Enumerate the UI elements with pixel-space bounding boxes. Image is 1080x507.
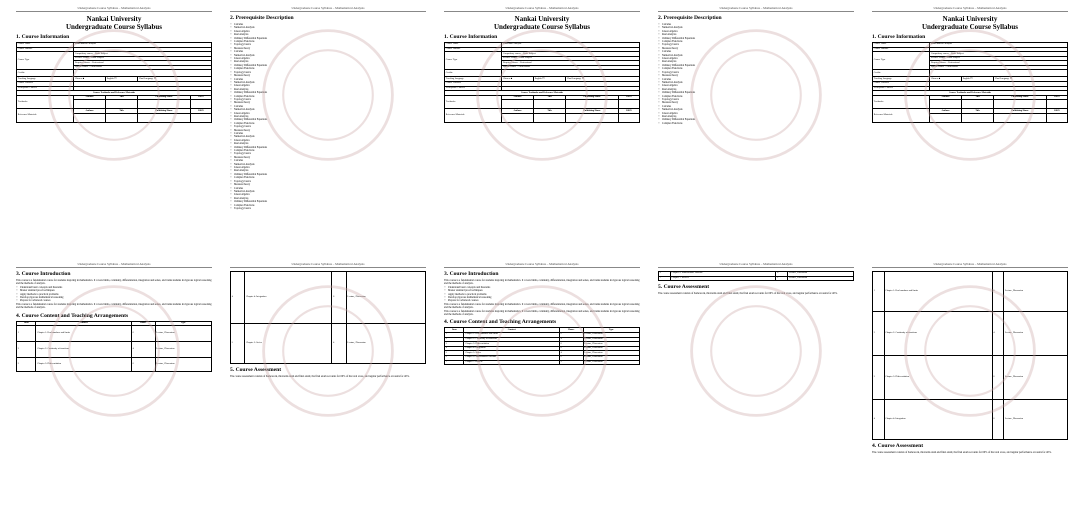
list-item: • Calculus [230,159,426,162]
list-item: • Linear Algebra [230,30,426,33]
list-item: • Complex Functions [230,176,426,179]
list-item: • Calculus [230,105,426,108]
list-item: • Develop rigorous mathematical reasoning [16,296,212,299]
list-item: • Numerical Analysis [230,108,426,111]
page-8 [444,262,640,495]
syllabus-title: Undergraduate Course Syllabus [493,23,591,31]
list-item: • Calculus [658,78,854,81]
section-heading: 1. Course Information [444,34,498,40]
list-item: • Real Analysis [658,60,854,63]
syllabus-title: Undergraduate Course Syllabus [921,23,1019,31]
list-item: • Topology basics [230,43,426,46]
list-item: • Linear Algebra [230,139,426,142]
list-item: • Numerical Analysis [230,190,426,193]
list-item: • Topology basics [230,152,426,155]
list-item: • Complex Functions [658,67,854,70]
list-item: • Calculus [230,187,426,190]
paragraph: The course assessment consists of homework, mid-term exam and final exam; the final exam accounts for 60% of the total score, and regular performance accounts for 40%. [658,292,838,296]
list-item: • Ordinary Differential Equations [658,64,854,67]
page-6 [16,262,212,495]
page-header: Undergraduate Course Syllabus – Mathematical Analysis [230,6,426,12]
list-item: • Topology basics [230,98,426,101]
type-option: Compulsory course – Basic Subject [74,52,212,57]
page-3 [444,6,640,239]
list-item: • Ordinary Differential Equations [658,37,854,40]
page-header: Undergraduate Course Syllabus – Mathematical Analysis [444,6,640,12]
list-item: • Linear Algebra [230,57,426,60]
list-item: • Real Analysis [230,88,426,91]
label-cell: Credits [17,70,74,77]
section-heading: 3. Course Introduction [444,271,499,277]
page-header: Undergraduate Course Syllabus – Mathematical Analysis [16,6,212,12]
list-item: • Prepare for advanced courses [16,299,212,302]
label-cell: Course Number [17,47,74,52]
textbook-heading: Course Textbooks and Reference Materials [17,91,212,96]
list-item: • Linear Algebra [230,193,426,196]
list-item: • Topology basics [230,207,426,210]
page-header: Undergraduate Course Syllabus – Mathematical Analysis [658,6,854,12]
label-cell: Teaching Language [17,77,74,82]
page-10 [872,262,1068,495]
list-item: • Measure theory [230,74,426,77]
list-item: • Measure theory [230,101,426,104]
list-item: • Calculus [658,23,854,26]
list-item: • Understand basic concepts and theorems [16,286,212,289]
page-header: Undergraduate Course Syllabus – Mathematical Analysis [658,262,854,268]
list-item: • Topology basics [658,43,854,46]
list-item: • Prepare for advanced courses [444,299,640,302]
list-item: • Linear Algebra [230,166,426,169]
list-item: • Numerical Analysis [230,26,426,29]
paragraph: This course is a fundamental course for students majoring in mathematics. It covers limits, continuity, differentiation, integration and series, and trains students in rigorous logical reasoning and the methods of analysis. [16,279,212,286]
course-info-table: Course Name Mathematical Analysis Course Number Course Type Compulsory course – Basic Subject Elective course – Basic Subject Required course – Professional Special course – Professional Credits Teaching Language Chinese ■ English ☐ Dual Language ☐ Course Teachers Prerequisite Courses Course Textbooks and Reference Materials Textbooks Authors Title Publishing House ISBN Reference Materials Authors Title Publishing House ISBN [872,42,1068,123]
list-item: • Calculus [230,50,426,53]
list-item: • Measure theory [658,47,854,50]
list-item: • Real Analysis [230,169,426,172]
section-heading: 2. Prerequisite Description [230,15,294,21]
list-item: • Real Analysis [658,88,854,91]
university-seal-watermark [686,281,826,421]
list-item: • Ordinary Differential Equations [230,118,426,121]
list-item: • Understand basic concepts and theorems [444,286,640,289]
list-item: • Complex Functions [230,95,426,98]
list-item: • Complex Functions [230,149,426,152]
list-item: • Calculus [230,132,426,135]
paragraph: This course is a fundamental course for students majoring in mathematics. It covers limits, continuity, differentiation, integration and series, and trains students in rigorous logical reasoning and the methods of analysis. [444,302,640,310]
university-title: Nankai University [942,15,998,23]
list-item: • Real Analysis [230,197,426,200]
list-item: • Topology basics [658,71,854,74]
type-option: Special course – Professional [74,65,212,70]
list-item: • Measure theory [230,156,426,159]
page-header: Undergraduate Course Syllabus – Mathematical Analysis [230,262,426,268]
list-item: • Numerical Analysis [658,54,854,57]
list-item: • Calculus [230,78,426,81]
list-item: • Real Analysis [658,115,854,118]
list-item: • Real Analysis [230,60,426,63]
list-item: • Ordinary Differential Equations [230,91,426,94]
list-item: • Complex Functions [658,95,854,98]
list-item: • Complex Functions [230,67,426,70]
list-item: • Real Analysis [230,115,426,118]
list-item: • Calculus [658,105,854,108]
value-cell: Mathematical Analysis [74,43,212,48]
list-item: • Numerical Analysis [658,108,854,111]
list-item: • Complex Functions [230,122,426,125]
list-item: • Master standard proof techniques [444,289,640,292]
section-heading: 4. Course Assessment [872,443,924,449]
page-5 [872,6,1068,239]
list-item: • Numerical Analysis [230,81,426,84]
list-item: • Calculus [658,50,854,53]
label-cell: Course Name [17,43,74,48]
list-item: • Numerical Analysis [230,163,426,166]
section-heading: 4. Course Content and Teaching Arrangements [16,312,129,319]
page-4 [658,6,854,239]
list-item: • Numerical Analysis [230,135,426,138]
syllabus-title: Undergraduate Course Syllabus [65,23,163,31]
list-item: • Measure theory [658,101,854,104]
list-item: • Topology basics [230,71,426,74]
page-2 [230,6,426,239]
list-item: • Real Analysis [658,33,854,36]
label-cell: Course Teachers [17,82,74,87]
page-7 [230,262,426,495]
section-heading: 5. Course Assessment [230,367,282,373]
page-9 [658,262,854,495]
list-item: • Linear Algebra [658,84,854,87]
list-item: • Real Analysis [230,33,426,36]
section-heading: 2. Prerequisite Description [658,15,722,21]
list-item: • Ordinary Differential Equations [230,200,426,203]
list-item: • Measure theory [658,74,854,77]
paragraph: This course is a fundamental course for students majoring in mathematics. It covers limits, continuity, differentiation, integration and series, and trains students in rigorous logical reasoning and the methods of analysis. [16,302,212,310]
type-option: Required course – Professional [74,61,212,66]
list-item: • Develop rigorous mathematical reasoning [444,296,640,299]
section-heading: 5. Course Assessment [658,284,710,291]
label-cell: Prerequisite Courses [17,86,74,91]
list-item: • Ordinary Differential Equations [658,91,854,94]
list-item: • Linear Algebra [658,57,854,60]
list-item: • Measure theory [230,129,426,132]
list-item: • Ordinary Differential Equations [230,64,426,67]
list-item: • Apply methods to practical problems [16,293,212,296]
list-item: • Complex Functions [658,40,854,43]
university-title: Nankai University [514,15,570,23]
list-item: • Complex Functions [658,122,854,125]
label-cell: Course Type [17,52,74,70]
page-header: Undergraduate Course Syllabus – Mathematical Analysis [16,262,212,268]
list-item: • Numerical Analysis [658,81,854,84]
content-table: 1 Chapter 1: Real numbers and limits 6 Lecture, Discussion 2 Chapter 2: Continuity of functions 4 Lecture, Discussion 3 Chapter 3: Differentiation 6 Lecture, Discussion 4 Chapter 4: Integration 6 Lecture, Discussion [872,271,1068,440]
list-item: • Ordinary Differential Equations [230,173,426,176]
course-info-table: Course Name Mathematical Analysis Course Number Course Type Compulsory course – Basic Subject Elective course – Basic Subject Required course – Professional Special course – Professional Credits Teaching Language Chinese ■ English ☐ Dual Language ☐ Course Teachers Prerequisite Courses Course Textbooks and Reference Materials Textbooks Authors Title Publishing House ISBN Reference Materials Authors Title Publishing House ISBN [16,42,212,123]
list-item: • Linear Algebra [658,30,854,33]
section-heading: 4. Course Content and Teaching Arrangements [444,319,557,326]
course-info-table: Course Name Functional Analysis Course Number Course Type Compulsory course – Basic Subject Elective course – Basic Subject Required course – Professional Special course – Professional Credits Teaching Language Chinese ■ English ☐ Dual Language ☐ Course Teachers Prerequisite Courses Course Textbooks and Reference Materials Textbooks Authors Title Publishing House ISBN Reference Materials Authors Title Publishing House ISBN [444,42,640,123]
list-item: • Numerical Analysis [230,54,426,57]
content-table: Item Content Hours Type 1 Chapter 1: Real numbers and limits 6 Lecture, Discussion 2 Chapter 2: Continuity of functions 4 Lecture, Discussion 3 Chapter 3: Differentiation 6 Lecture, Discussion [16,321,212,373]
list-item: • Ordinary Differential Equations [230,146,426,149]
list-item: • Master standard proof techniques [16,289,212,292]
type-option: Elective course – Basic Subject [74,56,212,61]
section-heading: 1. Course Information [16,34,70,40]
paragraph: The course assessment consists of homework, mid-term exam and final exam; the final exam accounts for 60% of the total score, and regular performance accounts for 40%. [872,451,1052,454]
list-item: • Measure theory [230,183,426,186]
content-table: 4 Chapter 4: Integration 6 Lecture, Discussion 5 Chapter 5: Series 4 Lecture, Discussion [230,271,426,364]
list-item: • Numerical Analysis [658,26,854,29]
content-table: 6 Chapter 6: Multivariable calculus 6 Lecture, Discussion 7 Chapter 7: Review 2 Lecture, Discussion [658,271,854,281]
list-item: • Complex Functions [230,40,426,43]
list-item: • Linear Algebra [230,112,426,115]
section-heading: 1. Course Information [872,34,926,40]
list-item: • Linear Algebra [658,112,854,115]
list-item: • Topology basics [230,125,426,128]
page-header: Undergraduate Course Syllabus – Mathematical Analysis [872,6,1068,12]
list-item: • Complex Functions [230,204,426,207]
page-header: Undergraduate Course Syllabus – Mathematical Analysis [872,262,1068,268]
paragraph: This course is a fundamental course for students majoring in mathematics. It covers limits, continuity, differentiation, integration and series, and trains students in rigorous logical reasoning and the methods of analysis. [444,309,640,317]
paragraph: This course is a fundamental course for students majoring in mathematics. It covers limits, continuity, differentiation, integration and series, and trains students in rigorous logical reasoning and the methods of analysis. [444,279,640,286]
list-item: • Topology basics [658,98,854,101]
list-item: • Linear Algebra [230,84,426,87]
paragraph: The course assessment consists of homework, mid-term exam and final exam; the final exam accounts for 60% of the total score, and regular performance accounts for 40%. [230,375,410,378]
list-item: • Apply methods to practical problems [444,293,640,296]
list-item: • Ordinary Differential Equations [658,118,854,121]
list-item: • Measure theory [230,47,426,50]
page-header: Undergraduate Course Syllabus – Mathematical Analysis [444,262,640,268]
list-item: • Calculus [230,23,426,26]
list-item: • Real Analysis [230,142,426,145]
list-item: • Ordinary Differential Equations [230,37,426,40]
content-table: Item Content Hours Type 1 Chapter 1: Real numbers and limits 6 Lecture, Discussion 2 Chapter 2: Continuity of functions 4 Lecture, Discussion 3 Chapter 3: Differentiation 6 Lecture, Discussion 4 Chapter 4: Integration 6 Lecture, Discussion 5 Chapter 5: Series 4 Lecture, Discussion 6 Chapter 6: Multivariable calculus 6 Lecture, Discussion 7 Chapter 7: Review 2 Lecture, Discussion [444,327,640,365]
section-heading: 3. Course Introduction [16,271,71,277]
list-item: • Topology basics [230,180,426,183]
page-1 [16,6,212,239]
university-title: Nankai University [86,15,142,23]
